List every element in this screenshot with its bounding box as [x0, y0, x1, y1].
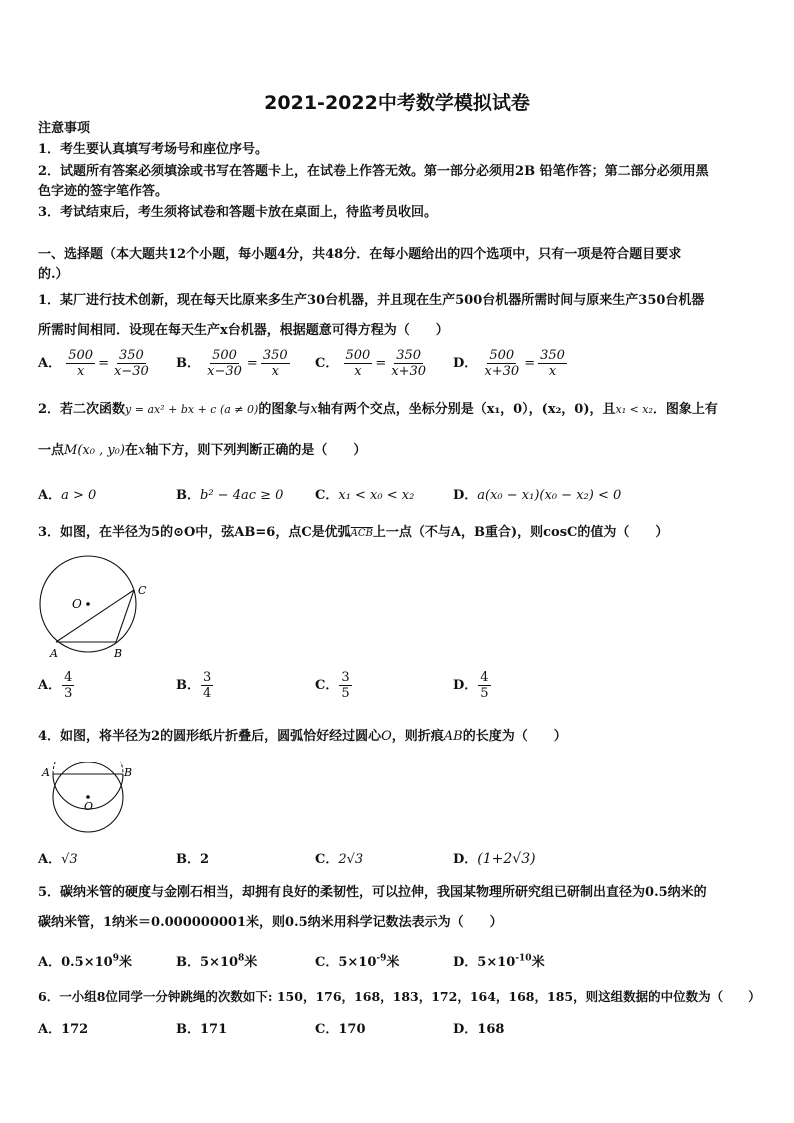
q6-option-b[interactable]: B．171 [176, 1022, 228, 1037]
fraction: $\frac{350}{x}$ [262, 348, 288, 379]
section-heading-cont: 的.） [38, 267, 69, 282]
q2-option-b[interactable]: B．b² − 4ac ≥ 0 [176, 488, 284, 503]
q4-option-b[interactable]: B．2 [176, 852, 210, 867]
q1-option-a[interactable]: A． $\frac{500}{x}$ = $\frac{350}{x-30}$ [38, 348, 149, 379]
section-heading: 一、选择题（本大题共12个小题，每小题4分，共48分．在每小题给出的四个选项中，只有一项是符合题目要求 [38, 247, 682, 262]
q5-option-d[interactable]: D．$5\times 10^{-10}$米 [453, 953, 545, 970]
q4-stem: 4．如图，将半径为2的圆形纸片折叠后，圆弧恰好经过圆心O，则折痕AB的长度为（ ） [38, 729, 567, 744]
q4-option-c[interactable]: C．2√3 [315, 852, 364, 867]
q6-option-d[interactable]: D．168 [453, 1022, 505, 1037]
fraction: $\frac{350}{x-30}$ [113, 348, 149, 379]
q1-option-c[interactable]: C． $\frac{500}{x}$ = $\frac{350}{x+30}$ [315, 348, 427, 379]
q3-option-c[interactable]: C． $\frac{3}{5}$ [315, 670, 350, 701]
notice-item-2: 2．试题所有答案必须填涂或书写在答题卡上，在试卷上作答无效。第一部分必须用2B 铅笔作答；第二部分必须用黑 [38, 164, 709, 179]
arc-label: $\overline{ACB}$ [350, 528, 373, 539]
fraction: $\frac{500}{x}$ [345, 348, 371, 379]
q6-stem: 6．一小组8位同学一分钟跳绳的次数如下: 150，176，168，183，172，164，168，185，则这组数据的中位数为（ ） [38, 989, 761, 1004]
q1-option-d[interactable]: D． $\frac{500}{x+30}$ = $\frac{350}{x}$ [453, 348, 565, 379]
q6-option-c[interactable]: C．170 [315, 1022, 366, 1037]
point-label-c: C [138, 584, 147, 597]
fraction: $\frac{350}{x}$ [540, 348, 565, 379]
q1-option-b[interactable]: B． $\frac{500}{x-30}$ = $\frac{350}{x}$ [176, 348, 288, 379]
q2-option-d[interactable]: D．a(x₀ − x₁)(x₀ − x₂) < 0 [453, 488, 622, 503]
point-label-a: A [50, 647, 58, 660]
q5-stem-cont: 碳纳米管，1纳米＝0.000000001米，则0.5纳米用科学记数法表示为（ ） [38, 915, 503, 930]
q3-option-d[interactable]: D． $\frac{4}{5}$ [453, 670, 489, 701]
q4-option-d[interactable]: D．(1+2√3) [453, 851, 536, 867]
q2-stem: 2．若二次函数y = ax² + bx + c (a ≠ 0)的图象与x轴有两个交点，坐标分别是（x₁，0），(x₂，0)，且x₁ < x₂．图象上有 [38, 402, 718, 417]
point-label-a: A [42, 766, 50, 779]
q2-stem-cont: 一点M(x₀ , y₀)在x轴下方，则下列判断正确的是（ ） [38, 443, 367, 458]
notice-item-2-cont: 色字迹的签字笔作答。 [38, 184, 169, 199]
option-label: B． [176, 356, 200, 371]
q5-stem: 5．碳纳米管的硬度与金刚石相当，却拥有良好的柔韧性，可以拉伸，我国某物理所研究组已研制出直径为0.5纳米的 [38, 885, 707, 900]
q3-option-a[interactable]: A． $\frac{4}{3}$ [38, 670, 73, 701]
q4-option-a[interactable]: A．√3 [38, 852, 78, 867]
point-label-b: B [124, 766, 133, 779]
notice-item-1: 1．考生要认真填写考场号和座位序号。 [38, 142, 269, 157]
option-label: D． [453, 356, 478, 371]
point-label-b: B [114, 647, 123, 660]
q5-option-c[interactable]: C．$5\times 10^{-9}$米 [315, 953, 400, 970]
q4-fold-figure [36, 762, 136, 834]
q1-stem-cont: 所需时间相同．设现在每天生产x台机器，根据题意可得方程为（ ） [38, 323, 449, 338]
notice-heading: 注意事项 [38, 121, 91, 136]
q6-option-a[interactable]: A．172 [38, 1022, 89, 1037]
option-label: C． [315, 356, 339, 371]
option-label: A． [38, 356, 62, 371]
q2-option-a[interactable]: A．a > 0 [38, 488, 97, 503]
fraction: $\frac{500}{x-30}$ [207, 348, 242, 379]
q2-option-c[interactable]: C．x₁ < x₀ < x₂ [315, 488, 415, 503]
fraction: $\frac{350}{x+30}$ [391, 348, 427, 379]
fraction: $\frac{500}{x+30}$ [484, 348, 520, 379]
q3-circle-figure [36, 552, 150, 660]
q3-option-b[interactable]: B． $\frac{3}{4}$ [176, 670, 212, 701]
q1-stem: 1．某厂进行技术创新，现在每天比原来多生产30台机器，并且现在生产500台机器所需时间与原来生产350台机器 [38, 293, 705, 308]
q5-option-b[interactable]: B．$5\times 10^8$米 [176, 953, 258, 970]
q5-option-a[interactable]: A．$0.5\times 10^9$米 [38, 953, 132, 970]
point-label-o: O [72, 597, 82, 611]
point-label-o: O [84, 800, 94, 813]
page-title: 2021-2022中考数学模拟试卷 [264, 92, 530, 114]
fraction: $\frac{500}{x}$ [68, 348, 94, 379]
q3-stem: 3．如图，在半径为5的⊙O中，弦AB=6，点C是优弧$\overline{ACB}$上一点（不与A，B重合)，则cosC的值为（ ） [38, 525, 669, 540]
notice-item-3: 3．考试结束后，考生须将试卷和答题卡放在桌面上，待监考员收回。 [38, 205, 438, 220]
